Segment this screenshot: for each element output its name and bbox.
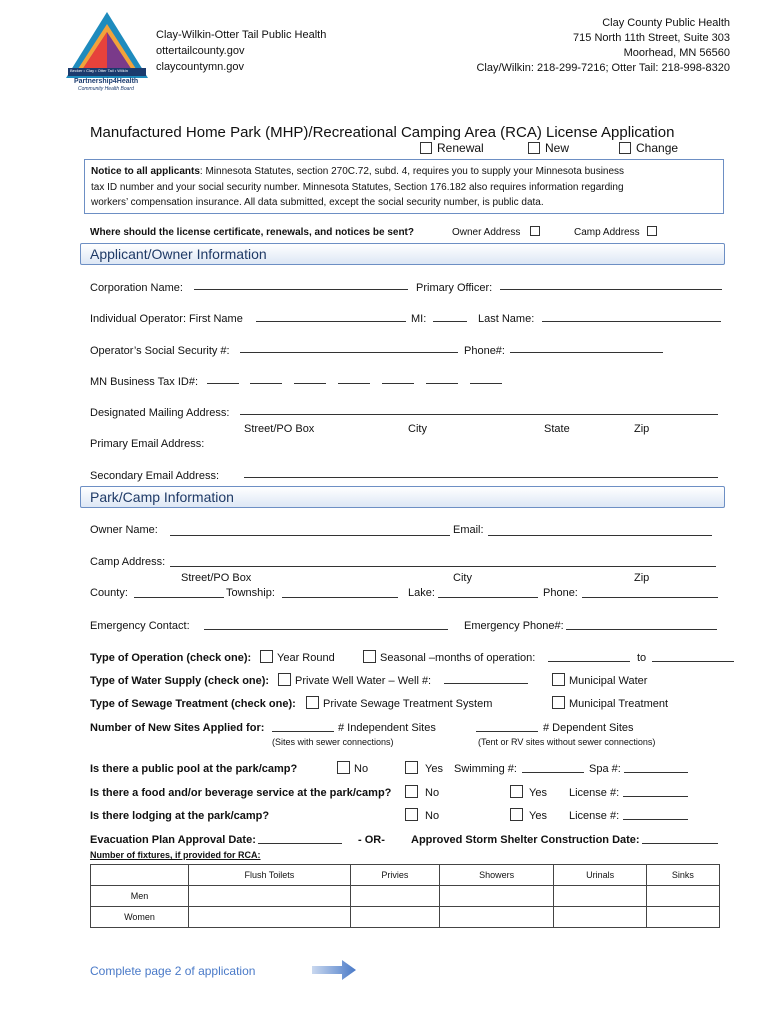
- fixtures-col-privies: Privies: [350, 865, 439, 886]
- season-start-field[interactable]: [548, 661, 630, 662]
- year-round-checkbox[interactable]: [260, 650, 273, 663]
- pool-question: Is there a public pool at the park/camp?: [90, 763, 298, 775]
- logo-text: Partnership4Health: [74, 78, 139, 85]
- private-well-checkbox[interactable]: [278, 673, 291, 686]
- mailing-address-label: Designated Mailing Address:: [90, 407, 230, 419]
- women-flush-toilets-cell[interactable]: [189, 907, 351, 928]
- new-label: New: [545, 141, 570, 155]
- mailing-state-caption: State: [544, 423, 570, 435]
- owner-name-field[interactable]: [170, 535, 450, 536]
- lodging-no-checkbox[interactable]: [405, 808, 418, 821]
- primary-officer-label: Primary Officer:: [416, 282, 493, 294]
- fixtures-header-row: [91, 865, 720, 886]
- food-no-checkbox[interactable]: [405, 785, 418, 798]
- logo-banner: Becker • Clay • Otter Tail • Wilkin: [70, 68, 128, 73]
- dependent-sites-label: # Dependent Sites: [543, 722, 634, 734]
- mailing-street-caption: Street/PO Box: [244, 423, 315, 435]
- fixtures-col-showers: Showers: [439, 865, 554, 886]
- men-privies-cell[interactable]: [350, 886, 439, 907]
- notice-lead: Notice to all applicants: [91, 166, 200, 177]
- fixtures-row-men: Men: [91, 886, 189, 907]
- mailing-city-caption: City: [408, 423, 427, 435]
- evac-or: - OR-: [358, 834, 385, 846]
- food-yes-checkbox[interactable]: [510, 785, 523, 798]
- tax-id-field-4[interactable]: [338, 383, 370, 384]
- lodging-question: Is there lodging at the park/camp?: [90, 810, 270, 822]
- spa-field[interactable]: [624, 772, 688, 773]
- tax-id-field-6[interactable]: [426, 383, 458, 384]
- corporation-label: Corporation Name:: [90, 282, 183, 294]
- emergency-contact-label: Emergency Contact:: [90, 620, 190, 632]
- lodging-no-label: No: [425, 810, 440, 822]
- notice-line-1-text: : Minnesota Statutes, section 270C.72, subd. 4, requires you to supply your Minnesota business: [199, 166, 625, 177]
- township-label: Township:: [226, 587, 275, 599]
- camp-address-field[interactable]: [170, 566, 716, 567]
- lodging-yes-checkbox[interactable]: [510, 808, 523, 821]
- food-no-label: No: [425, 787, 440, 799]
- lodging-yes-label: Yes: [529, 810, 547, 822]
- camp-address-checkbox[interactable]: [647, 226, 657, 236]
- change-checkbox[interactable]: [619, 142, 631, 154]
- emergency-phone-field[interactable]: [566, 629, 717, 630]
- county-field[interactable]: [134, 597, 224, 598]
- municipal-treatment-checkbox[interactable]: [552, 696, 565, 709]
- logo-subtext: Community Health Board: [78, 86, 134, 92]
- notice-box: [84, 159, 724, 214]
- last-name-field[interactable]: [542, 321, 721, 322]
- owner-address-label: Owner Address: [452, 227, 521, 238]
- owner-address-checkbox[interactable]: [530, 226, 540, 236]
- private-sewage-label: Private Sewage Treatment System: [323, 698, 493, 710]
- tax-id-field-3[interactable]: [294, 383, 326, 384]
- header-right-line-4: Clay/Wilkin: 218-299-7216; Otter Tail: 218-998-8320: [476, 62, 730, 74]
- first-name-field[interactable]: [256, 321, 406, 322]
- evac-date-field[interactable]: [258, 843, 342, 844]
- mailing-zip-caption: Zip: [634, 423, 650, 435]
- evac-label: Evacuation Plan Approval Date:: [90, 834, 256, 846]
- pool-yes-label: Yes: [425, 763, 443, 775]
- swimming-label: Swimming #:: [454, 763, 517, 775]
- table-row: [91, 886, 720, 907]
- applicant-phone-label: Phone#:: [464, 345, 505, 357]
- fixtures-col-urinals: Urinals: [554, 865, 646, 886]
- last-name-label: Last Name:: [478, 313, 535, 325]
- independent-sites-field[interactable]: [272, 731, 334, 732]
- camp-zip-caption: Zip: [634, 572, 650, 584]
- men-showers-cell[interactable]: [439, 886, 554, 907]
- men-urinals-cell[interactable]: [554, 886, 646, 907]
- emergency-contact-field[interactable]: [204, 629, 448, 630]
- mi-label: MI:: [411, 313, 427, 325]
- ssn-label: Operator’s Social Security #:: [90, 345, 230, 357]
- applicant-section-title: Applicant/Owner Information: [90, 246, 267, 262]
- primary-officer-field[interactable]: [500, 289, 722, 290]
- emergency-phone-label: Emergency Phone#:: [464, 620, 564, 632]
- food-license-field[interactable]: [623, 796, 688, 797]
- owner-name-label: Owner Name:: [90, 524, 158, 536]
- private-well-label: Private Well Water – Well #:: [295, 675, 432, 687]
- lake-field[interactable]: [438, 597, 538, 598]
- storm-shelter-date-field[interactable]: [642, 843, 718, 844]
- fixtures-col-flush-toilets: Flush Toilets: [189, 865, 351, 886]
- sites-label: Number of New Sites Applied for:: [90, 722, 265, 734]
- swimming-field[interactable]: [522, 772, 584, 773]
- fixtures-col-sinks: Sinks: [646, 865, 719, 886]
- camp-street-caption: Street/PO Box: [181, 572, 252, 584]
- lodging-license-label: License #:: [569, 810, 620, 822]
- season-to-label: to: [637, 652, 647, 664]
- well-number-field[interactable]: [444, 683, 528, 684]
- municipal-water-label: Municipal Water: [569, 675, 648, 687]
- fixtures-corner-cell: [91, 865, 189, 886]
- fixtures-table: [90, 864, 720, 928]
- table-row: [91, 907, 720, 928]
- pool-no-checkbox[interactable]: [337, 761, 350, 774]
- food-license-label: License #:: [569, 787, 620, 799]
- header-left-line-1: Clay-Wilkin-Otter Tail Public Health: [156, 29, 327, 41]
- logo: [64, 10, 150, 92]
- tax-id-field-7[interactable]: [470, 383, 502, 384]
- lodging-license-field[interactable]: [623, 819, 688, 820]
- first-name-label: Individual Operator: First Name: [90, 313, 243, 325]
- header-left-line-2: ottertailcounty.gov: [156, 45, 245, 57]
- camp-address-label: Camp Address: [574, 227, 640, 238]
- men-sinks-cell[interactable]: [646, 886, 719, 907]
- operation-label: Type of Operation (check one):: [90, 652, 252, 664]
- fixtures-row-women: Women: [91, 907, 189, 928]
- camp-city-caption: City: [453, 572, 472, 584]
- pool-yes-checkbox[interactable]: [405, 761, 418, 774]
- food-question: Is there a food and/or beverage service at the park/camp?: [90, 787, 392, 799]
- park-phone-field[interactable]: [582, 597, 718, 598]
- women-showers-cell[interactable]: [439, 907, 554, 928]
- arrow-right-icon: [312, 960, 356, 983]
- women-privies-cell[interactable]: [350, 907, 439, 928]
- food-yes-label: Yes: [529, 787, 547, 799]
- header-left-line-3: claycountymn.gov: [156, 61, 245, 73]
- park-section-title: Park/Camp Information: [90, 489, 234, 505]
- storm-shelter-label: Approved Storm Shelter Construction Date:: [411, 834, 640, 846]
- township-field[interactable]: [282, 597, 398, 598]
- independent-sites-label: # Independent Sites: [338, 722, 436, 734]
- seasonal-checkbox[interactable]: [363, 650, 376, 663]
- park-phone-label: Phone:: [543, 587, 578, 599]
- tax-id-field-5[interactable]: [382, 383, 414, 384]
- sewage-label: Type of Sewage Treatment (check one):: [90, 698, 296, 710]
- water-label: Type of Water Supply (check one):: [90, 675, 270, 687]
- ssn-field[interactable]: [240, 352, 458, 353]
- notice-line-1: [91, 166, 624, 177]
- applicant-phone-field[interactable]: [510, 352, 663, 353]
- county-label: County:: [90, 587, 128, 599]
- header-right-line-2: 715 North 11th Street, Suite 303: [573, 32, 730, 44]
- tax-id-label: MN Business Tax ID#:: [90, 376, 199, 388]
- applicant-section-header: [80, 243, 725, 265]
- park-section-header: [80, 486, 725, 508]
- secondary-email-label: Secondary Email Address:: [90, 470, 220, 482]
- change-label: Change: [636, 141, 679, 155]
- camp-address-field-label: Camp Address:: [90, 556, 166, 568]
- park-email-field[interactable]: [488, 535, 712, 536]
- renewal-checkbox[interactable]: [420, 142, 432, 154]
- header-right-line-1: Clay County Public Health: [602, 17, 730, 29]
- header-right-line-3: Moorhead, MN 56560: [623, 47, 730, 59]
- men-flush-toilets-cell[interactable]: [189, 886, 351, 907]
- park-email-label: Email:: [453, 524, 484, 536]
- municipal-water-checkbox[interactable]: [552, 673, 565, 686]
- season-end-field[interactable]: [652, 661, 734, 662]
- lake-label: Lake:: [408, 587, 435, 599]
- page-title: Manufactured Home Park (MHP)/Recreational Camping Area (RCA) License Application: [90, 124, 675, 141]
- women-urinals-cell[interactable]: [554, 907, 646, 928]
- spa-label: Spa #:: [589, 763, 621, 775]
- seasonal-label: Seasonal –months of operation:: [380, 652, 536, 664]
- complete-page-2-link[interactable]: Complete page 2 of application: [90, 964, 256, 978]
- fixtures-label: Number of fixtures, if provided for RCA:: [90, 850, 261, 860]
- corporation-field[interactable]: [194, 289, 408, 290]
- municipal-treatment-label: Municipal Treatment: [569, 698, 669, 710]
- year-round-label: Year Round: [277, 652, 335, 664]
- tax-id-field-2[interactable]: [250, 383, 282, 384]
- independent-sites-note: (Sites with sewer connections): [272, 737, 394, 747]
- notice-line-2: tax ID number and your social security number. Minnesota Statutes, Section 176.182 also requires information regarding: [91, 182, 624, 193]
- where-sent-question: Where should the license certificate, renewals, and notices be sent?: [90, 227, 414, 238]
- notice-line-3: workers’ compensation insurance. All data submitted, except the social security number, is public data.: [91, 197, 544, 208]
- women-sinks-cell[interactable]: [646, 907, 719, 928]
- secondary-email-field[interactable]: [244, 477, 718, 478]
- mailing-address-field[interactable]: [240, 414, 718, 415]
- mi-field[interactable]: [433, 321, 467, 322]
- dependent-sites-field[interactable]: [476, 731, 538, 732]
- new-checkbox[interactable]: [528, 142, 540, 154]
- private-sewage-checkbox[interactable]: [306, 696, 319, 709]
- pool-no-label: No: [354, 763, 369, 775]
- primary-email-label: Primary Email Address:: [90, 438, 205, 450]
- renewal-label: Renewal: [437, 141, 484, 155]
- dependent-sites-note: (Tent or RV sites without sewer connections): [478, 737, 656, 747]
- tax-id-field-1[interactable]: [207, 383, 239, 384]
